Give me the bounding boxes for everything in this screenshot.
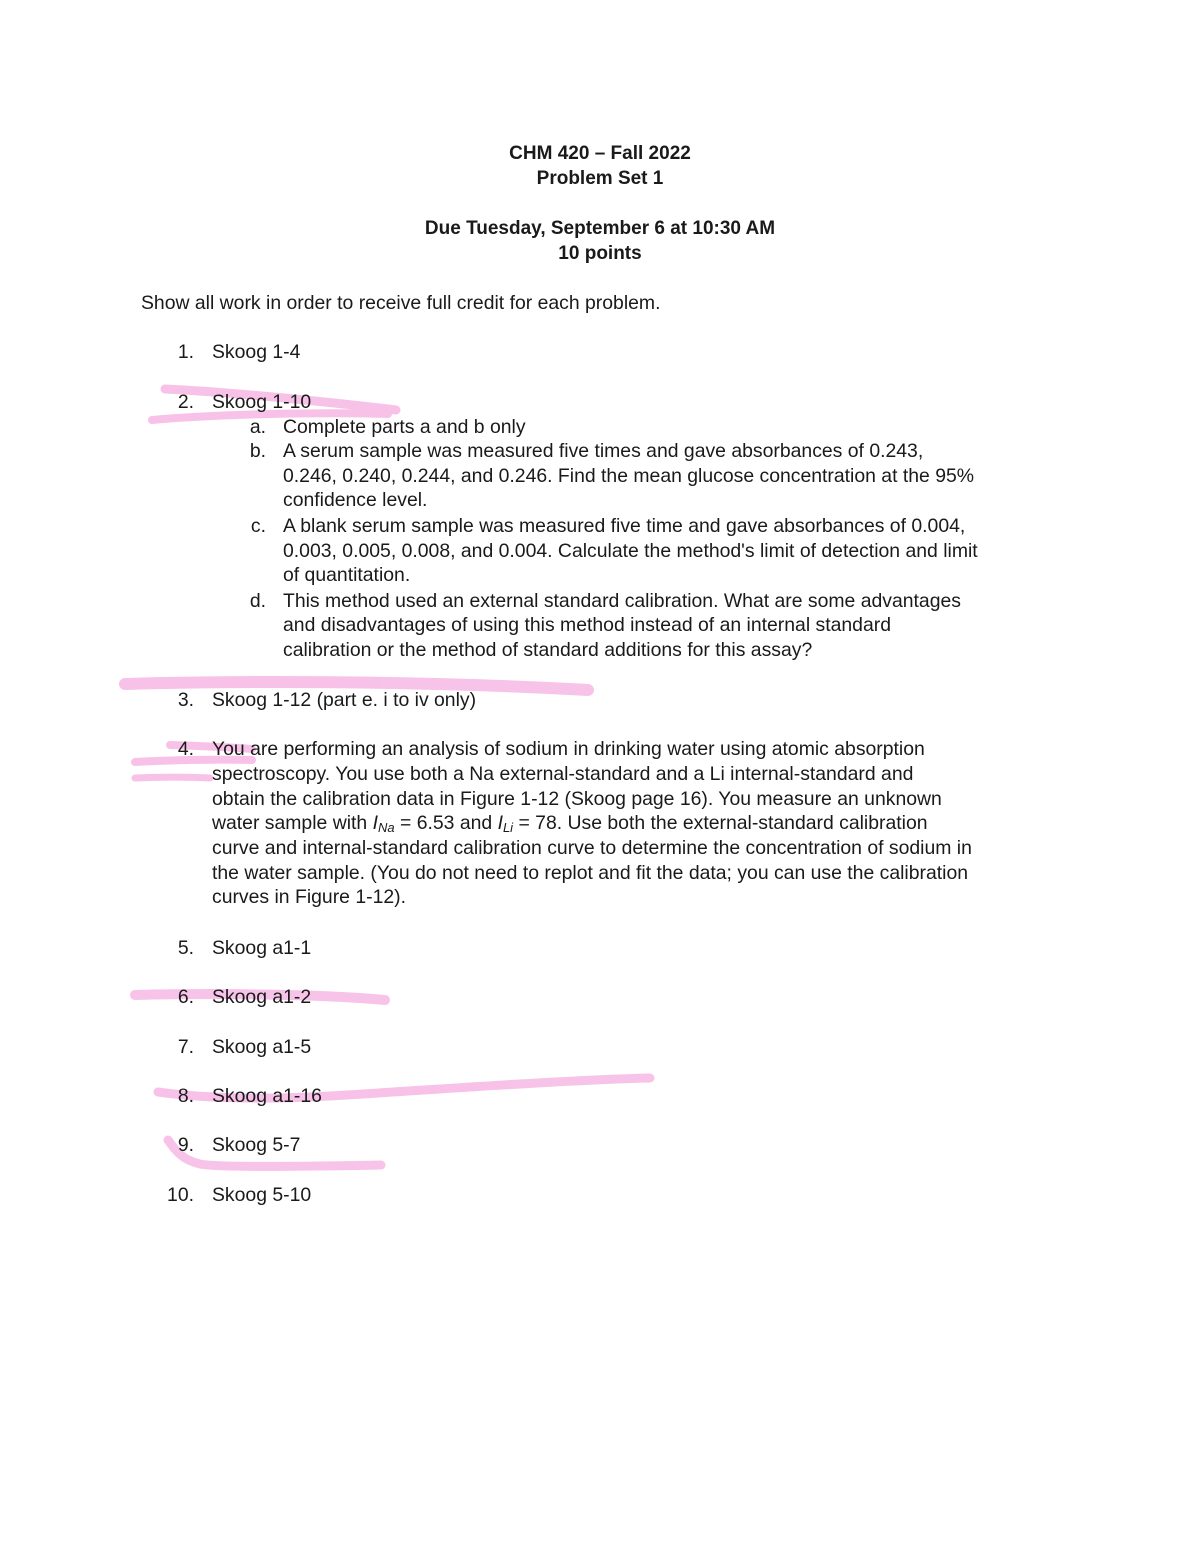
problem-text: Skoog 1-4 xyxy=(212,341,301,363)
problem-text: Skoog 1-12 (part e. i to iv only) xyxy=(212,689,477,711)
subpart-text: of quantitation. xyxy=(283,564,411,586)
problem-number: 7. xyxy=(177,1036,194,1058)
problem-set-title: Problem Set 1 xyxy=(536,168,664,189)
subpart-text: Complete parts a and b only xyxy=(283,416,526,438)
problem-number: 2. xyxy=(177,391,194,413)
subpart-text: 0.003, 0.005, 0.008, and 0.004. Calculate the method's limit of detection and limit xyxy=(283,540,978,562)
problem-text: Skoog 5-10 xyxy=(212,1184,312,1206)
points-total: 10 points xyxy=(558,243,642,264)
subpart-letter: c. xyxy=(250,515,266,537)
highlight-stroke xyxy=(135,777,210,778)
subpart-text: confidence level. xyxy=(283,489,428,511)
subpart-letter: b. xyxy=(249,440,266,462)
intensity-symbol: INa xyxy=(372,812,395,835)
problem-text: Skoog 1-10 xyxy=(212,391,312,413)
subpart-text: calibration or the method of standard additions for this assay? xyxy=(283,639,813,661)
problem-text: Skoog a1-1 xyxy=(212,937,312,959)
problem-text: obtain the calibration data in Figure 1-12 (Skoog page 16). You measure an unknown xyxy=(212,788,942,810)
problem-number: 1. xyxy=(177,341,194,363)
problem-text: curves in Figure 1-12). xyxy=(212,886,406,908)
intensity-symbol: ILi xyxy=(497,812,514,835)
subpart-letter: d. xyxy=(249,590,266,612)
problem-number: 6. xyxy=(177,986,194,1008)
problem-text-with-symbols: water sample with INa = 6.53 and ILi = 78. Use both the external-standard calibration xyxy=(212,812,928,835)
problem-text: You are performing an analysis of sodium in drinking water using atomic absorption xyxy=(212,738,925,760)
subpart-letter: a. xyxy=(249,416,266,438)
problem-number: 3. xyxy=(177,689,194,711)
problem-text: Skoog a1-5 xyxy=(212,1036,312,1058)
problem-text: curve and internal-standard calibration curve to determine the concentration of sodium in xyxy=(212,837,972,859)
subpart-text: This method used an external standard calibration. What are some advantages xyxy=(283,590,961,612)
course-title: CHM 420 – Fall 2022 xyxy=(509,143,691,164)
problem-number: 8. xyxy=(177,1085,194,1107)
subpart-text: A serum sample was measured five times and gave absorbances of 0.243, xyxy=(283,440,924,462)
problem-text: Skoog a1-16 xyxy=(212,1085,322,1107)
problem-text: Skoog 5-7 xyxy=(212,1134,301,1156)
subpart-text: 0.246, 0.240, 0.244, and 0.246. Find the mean glucose concentration at the 95% xyxy=(283,465,975,487)
problem-number: 9. xyxy=(177,1134,194,1156)
instructions: Show all work in order to receive full credit for each problem. xyxy=(141,292,661,314)
problem-number: 10. xyxy=(167,1184,194,1206)
problem-text: the water sample. (You do not need to replot and fit the data; you can use the calibration xyxy=(212,862,969,884)
subpart-text: and disadvantages of using this method instead of an internal standard xyxy=(283,614,891,636)
problem-number: 5. xyxy=(177,937,194,959)
problem-number: 4. xyxy=(177,738,194,760)
problem-text: spectroscopy. You use both a Na external-standard and a Li internal-standard and xyxy=(212,763,914,785)
subpart-text: A blank serum sample was measured five time and gave absorbances of 0.004, xyxy=(283,515,966,537)
due-date: Due Tuesday, September 6 at 10:30 AM xyxy=(424,218,776,239)
problem-text: Skoog a1-2 xyxy=(212,986,312,1008)
